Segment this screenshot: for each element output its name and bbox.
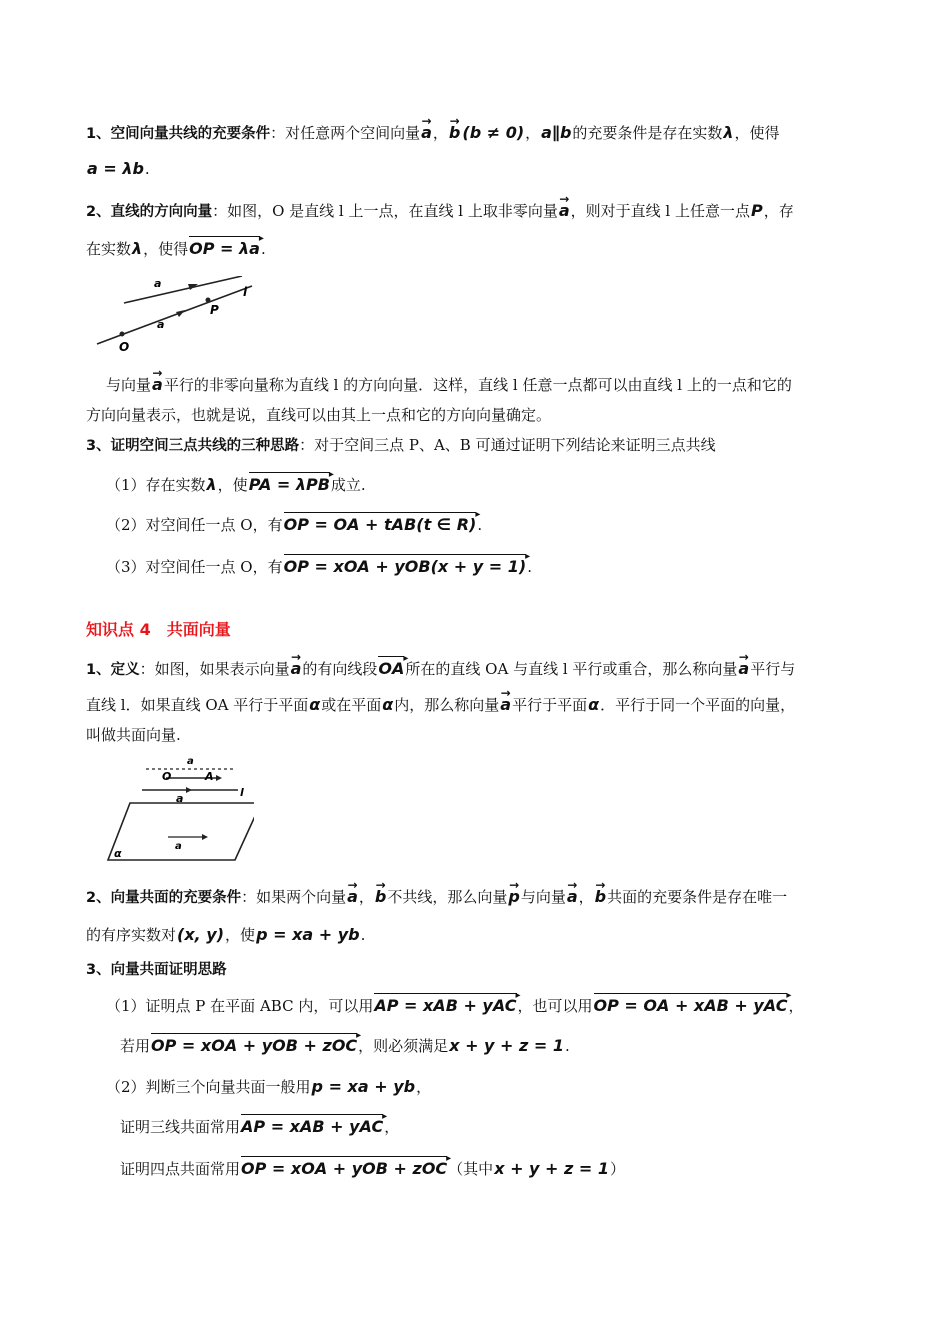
p1-line1 bbox=[86, 122, 866, 145]
p1-text-c: ，使得 bbox=[734, 124, 780, 142]
p3-item3-formula: OP = xOA + yOB(x + y = 1) ▸ bbox=[284, 556, 527, 578]
p3-item3 bbox=[106, 556, 886, 578]
q1-line3 bbox=[86, 724, 866, 746]
p2-formula: OP = λa ▸ bbox=[189, 238, 260, 260]
q2-l1d: 与向量 bbox=[520, 888, 566, 906]
q2-heading: 2、向量共面的充要条件 bbox=[86, 890, 242, 906]
q2-line2 bbox=[86, 924, 866, 946]
q2-l1e: ， bbox=[578, 888, 594, 906]
q1-l2c: 内，那么称向量 bbox=[394, 696, 500, 714]
section-title: 知识点 4 共面向量 bbox=[86, 620, 231, 639]
p2-line1 bbox=[86, 200, 866, 223]
q3-i2a: （2）判断三个向量共面一般用 bbox=[106, 1078, 311, 1096]
p2-line2 bbox=[86, 238, 866, 260]
q3-i1d: 若用 bbox=[120, 1037, 151, 1055]
q3-line0 bbox=[86, 958, 866, 981]
q1-math-alpha3: α bbox=[588, 695, 600, 714]
q1-math-alpha1: α bbox=[309, 695, 321, 714]
p2-math-a: → a bbox=[559, 200, 570, 222]
q3-item1-cont bbox=[120, 1035, 900, 1057]
p3-item2-formula: OP = OA + tAB(t ∈ R) ▸ bbox=[284, 514, 477, 536]
p2-line1b-text: ，则对于直线 l 上任意一点 bbox=[570, 202, 750, 220]
q3-i1a: （1）证明点 P 在平面 ABC 内，可以用 bbox=[106, 997, 374, 1015]
q2-l1c: 不共线，那么向量 bbox=[387, 888, 508, 906]
p1-sep1: ， bbox=[432, 124, 448, 142]
q3-heading: 3、向量共面证明思路 bbox=[86, 962, 227, 978]
figure-label-l: l bbox=[243, 285, 248, 299]
q2-line1 bbox=[86, 886, 866, 909]
q3-item3 bbox=[120, 1116, 900, 1138]
p2-line1c-text: ，存 bbox=[763, 202, 794, 220]
q1-math-a3: → a bbox=[500, 694, 511, 716]
q2-l2a: 的有序实数对 bbox=[86, 926, 177, 944]
p3-item1 bbox=[106, 474, 886, 496]
q1-l2e: ．平行于同一个平面的向量， bbox=[600, 696, 796, 714]
q1-l2d: 平行于平面 bbox=[512, 696, 588, 714]
p1-end: . bbox=[144, 160, 150, 178]
q2-l1f: 共面的充要条件是存在唯一 bbox=[607, 888, 788, 906]
p1-line2 bbox=[86, 158, 866, 180]
q1-math-a2: → a bbox=[738, 658, 749, 680]
q2-math-b: → b bbox=[375, 886, 386, 908]
q1-line2 bbox=[86, 694, 866, 716]
q3-i1-formula2: OP = OA + xAB + yAC ▸ bbox=[594, 995, 788, 1017]
figure2-label-a-top: a bbox=[187, 758, 194, 767]
q3-i2-formula: p = xa + yb bbox=[311, 1077, 416, 1096]
p1-math-a: → a bbox=[421, 122, 432, 144]
figure2-label-alpha: α bbox=[114, 847, 122, 860]
figure-arrowhead-l bbox=[186, 787, 192, 793]
q1-l1c: 所在的直线 OA 与直线 l 平行或重合，那么称向量 bbox=[405, 660, 738, 678]
p1-sep2: ， bbox=[525, 124, 541, 142]
figure-upper-arrow-line bbox=[124, 276, 242, 303]
q2-l1b: ， bbox=[358, 888, 374, 906]
figure-arrowhead-OA bbox=[216, 775, 222, 781]
q2-end: . bbox=[360, 926, 366, 944]
q3-item1 bbox=[106, 995, 886, 1017]
p1-formula: a = λb bbox=[87, 159, 144, 178]
q2-math-b2: → b bbox=[595, 886, 606, 908]
p2-para1b: 平行的非零向量称为直线 l 的方向向量．这样，直线 l 任意一点都可以由直线 l 上的一点和它的 bbox=[163, 376, 792, 394]
figure-arrowhead-plane bbox=[202, 834, 208, 840]
coplanar-figure bbox=[104, 758, 254, 864]
q3-i3-formula: AP = xAB + yAC ▸ bbox=[241, 1116, 383, 1138]
p3-item1-a: （1）存在实数 bbox=[106, 476, 206, 494]
figure-point-O bbox=[120, 332, 125, 337]
q1-line1 bbox=[86, 658, 866, 681]
q2-math-xy: (x, y) bbox=[177, 925, 225, 944]
p2-para-line1 bbox=[106, 374, 886, 396]
p2-para1a: 与向量 bbox=[106, 376, 152, 394]
q1-l1d: 平行与 bbox=[750, 660, 796, 678]
p2-math-lambda: λ bbox=[132, 239, 143, 258]
p3-item2 bbox=[106, 514, 886, 536]
p3-item1-b: ，使 bbox=[217, 476, 248, 494]
p3-item1-c: 成立. bbox=[330, 476, 366, 494]
q3-i3a: 证明三线共面常用 bbox=[120, 1118, 241, 1136]
p2-line2a: 在实数 bbox=[86, 240, 132, 258]
q1-math-alpha2: α bbox=[382, 695, 394, 714]
p3-text: ：对于空间三点 P、A、B 可通过证明下列结论来证明三点共线 bbox=[299, 436, 716, 454]
figure-label-O: O bbox=[119, 340, 130, 354]
figure2-label-a-plane: a bbox=[175, 841, 182, 852]
p1-math-b: → b bbox=[449, 122, 460, 144]
q3-i4-formula2: x + y + z = 1 bbox=[494, 1159, 610, 1178]
p3-item3-a: （3）对空间任一点 O，有 bbox=[106, 558, 283, 576]
p1-math-cond: (b ≠ 0) bbox=[462, 123, 525, 142]
figure2-label-l: l bbox=[240, 786, 244, 799]
figure-arrowhead-line bbox=[176, 310, 185, 317]
p3-item1-lambda: λ bbox=[206, 475, 217, 494]
figure-point-P bbox=[206, 298, 211, 303]
figure2-label-A: A bbox=[205, 770, 214, 783]
q3-item2 bbox=[106, 1076, 886, 1098]
q3-i4-formula: OP = xOA + yOB + zOC ▸ bbox=[241, 1158, 447, 1180]
figure-label-a-line: a bbox=[157, 318, 165, 331]
p2-para-line2 bbox=[86, 404, 866, 426]
q1-heading: 1、定义 bbox=[86, 662, 140, 678]
p3-heading: 3、证明空间三点共线的三种思路 bbox=[86, 438, 300, 454]
direction-vector-figure bbox=[92, 276, 262, 354]
q2-l2b: ，使 bbox=[225, 926, 256, 944]
q1-math-a1: → a bbox=[291, 658, 302, 680]
q3-i4a: 证明四点共面常用 bbox=[120, 1160, 241, 1178]
q2-formula: p = xa + yb bbox=[256, 925, 360, 944]
q3-i1-formula1: AP = xAB + yAC ▸ bbox=[374, 995, 516, 1017]
p2-para2: 方向向量表示，也就是说，直线可以由其上一点和它的方向向量确定。 bbox=[86, 406, 552, 424]
q3-i4b: （其中 bbox=[448, 1160, 494, 1178]
q3-i1-formula3: OP = xOA + yOB + zOC ▸ bbox=[151, 1035, 357, 1057]
figure2-label-a-mid: a bbox=[176, 792, 184, 805]
figure-label-a-top: a bbox=[154, 277, 162, 290]
q3-i1-formula4: x + y + z = 1 bbox=[449, 1036, 565, 1055]
q1-l2b: 或在平面 bbox=[321, 696, 382, 714]
q3-i4c: ） bbox=[610, 1160, 626, 1178]
q2-math-a2: → a bbox=[567, 886, 578, 908]
q1-l3: 叫做共面向量. bbox=[86, 726, 181, 744]
figure2-label-O: O bbox=[162, 770, 172, 783]
q3-i1e: ，则必须满足 bbox=[358, 1037, 449, 1055]
q2-l1a: ：如果两个向量 bbox=[241, 888, 347, 906]
p2-line1-text: ：如图，O 是直线 l 上一点，在直线 l 上取非零向量 bbox=[212, 202, 558, 220]
figure-label-P: P bbox=[210, 303, 219, 317]
q3-i1b: ，也可以用 bbox=[517, 997, 593, 1015]
p1-math-parallel: a∥b bbox=[541, 123, 572, 142]
q1-l1b: 的有向线段 bbox=[302, 660, 378, 678]
p1-heading: 1、空间向量共线的充要条件 bbox=[86, 126, 271, 142]
p2-end: . bbox=[260, 240, 266, 258]
p2-heading: 2、直线的方向向量 bbox=[86, 204, 213, 220]
q1-math-OA: OA ▸ bbox=[378, 658, 404, 680]
q3-i2b: ， bbox=[416, 1078, 432, 1096]
q3-i1g: . bbox=[565, 1037, 570, 1055]
q3-item4 bbox=[120, 1158, 900, 1180]
p3-item2-a: （2）对空间任一点 O，有 bbox=[106, 516, 283, 534]
q3-i1c: ， bbox=[788, 997, 804, 1015]
q1-l2a: 直线 l．如果直线 OA 平行于平面 bbox=[86, 696, 309, 714]
p3-item1-formula: PA = λPB ▸ bbox=[249, 474, 330, 496]
p2-math-P: P bbox=[750, 201, 763, 220]
p3-item3-c: . bbox=[527, 558, 532, 576]
p3-item2-c: . bbox=[477, 516, 483, 534]
p1-text-b: 的充要条件是存在实数 bbox=[572, 124, 723, 142]
p1-math-lambda: λ bbox=[723, 123, 734, 142]
p1-text-a: ：对任意两个空间向量 bbox=[270, 124, 421, 142]
q1-l1a: ：如图，如果表示向量 bbox=[139, 660, 290, 678]
q2-math-a: → a bbox=[347, 886, 358, 908]
q2-math-p: → p bbox=[508, 886, 519, 908]
p2-para-math-a: → a bbox=[152, 374, 163, 396]
p2-line2b: ，使得 bbox=[143, 240, 189, 258]
q3-i3b: ， bbox=[384, 1118, 400, 1136]
p3-line1 bbox=[86, 434, 866, 457]
